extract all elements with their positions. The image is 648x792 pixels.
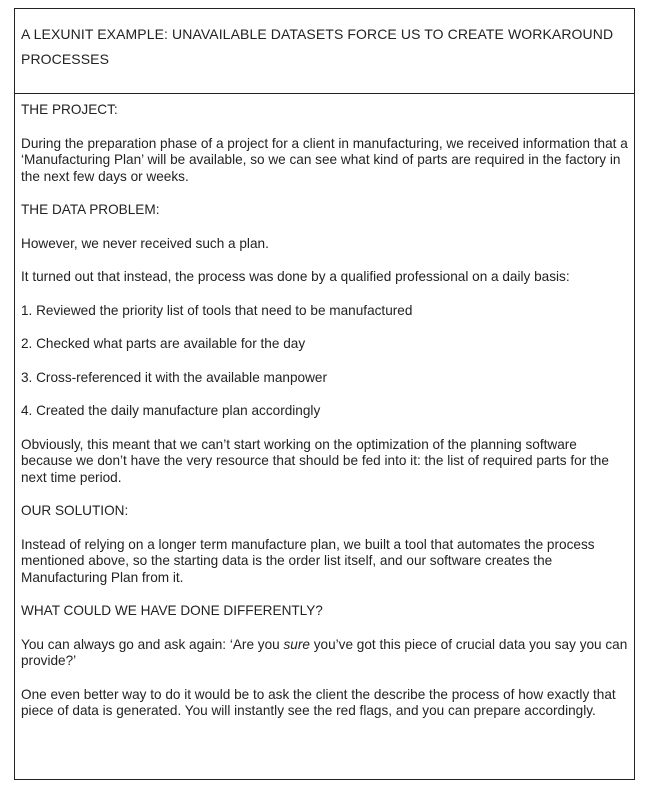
document-title: A LEXUNIT EXAMPLE: UNAVAILABLE DATASETS FORCE US TO CREATE WORKAROUND PROCESSES [21, 26, 614, 67]
different-text-before: You can always go and ask again: ‘Are you [21, 636, 284, 652]
solution-paragraph: Instead of relying on a longer term manufacture plan, we built a tool that automates the process mentioned above, so the starting data is the order list itself, and our software creates the Manufacturing Plan from it. [21, 536, 595, 585]
step-item: 2. Checked what parts are available for the day [21, 336, 306, 351]
step-item: 3. Cross-referenced it with the available manpower [21, 369, 328, 385]
body-cell [15, 94, 634, 720]
document-table [14, 8, 635, 780]
problem-paragraph-2: It turned out that instead, the process was done by a qualified professional on a daily basis: [21, 269, 570, 284]
project-heading: THE PROJECT: [21, 102, 118, 117]
step-item: 1. Reviewed the priority list of tools that need to be manufactured [21, 302, 413, 318]
emphasis-sure: sure [283, 636, 310, 652]
different-paragraph-2: One even better way to do it would be to ask the client the describe the process of how exactly that piece of data is generated. You will instantly see the red flags, and you can prepare accordingly. [21, 686, 616, 718]
different-paragraph-1 [21, 637, 628, 670]
project-paragraph: During the preparation phase of a project for a client in manufacturing, we received information that a ‘Manufacturing Plan’ will be available, so we can see what kind of parts are required in the factory in the next few days or weeks. [21, 135, 628, 184]
step-item: 4. Created the daily manufacture plan accordingly [21, 403, 321, 418]
different-heading: WHAT COULD WE HAVE DONE DIFFERENTLY? [21, 603, 323, 618]
different-text-after: you’ve got this piece of crucial data you say you can provide?’ [21, 636, 628, 668]
problem-paragraph-1: However, we never received such a plan. [21, 235, 269, 251]
problem-paragraph-3: Obviously, this meant that we can’t start working on the optimization of the planning software because we don’t have the very resource that should be fed into it: the list of required parts for the next time period. [21, 436, 609, 485]
header-cell [15, 9, 634, 94]
solution-heading: OUR SOLUTION: [21, 503, 129, 518]
problem-heading: THE DATA PROBLEM: [21, 202, 160, 217]
